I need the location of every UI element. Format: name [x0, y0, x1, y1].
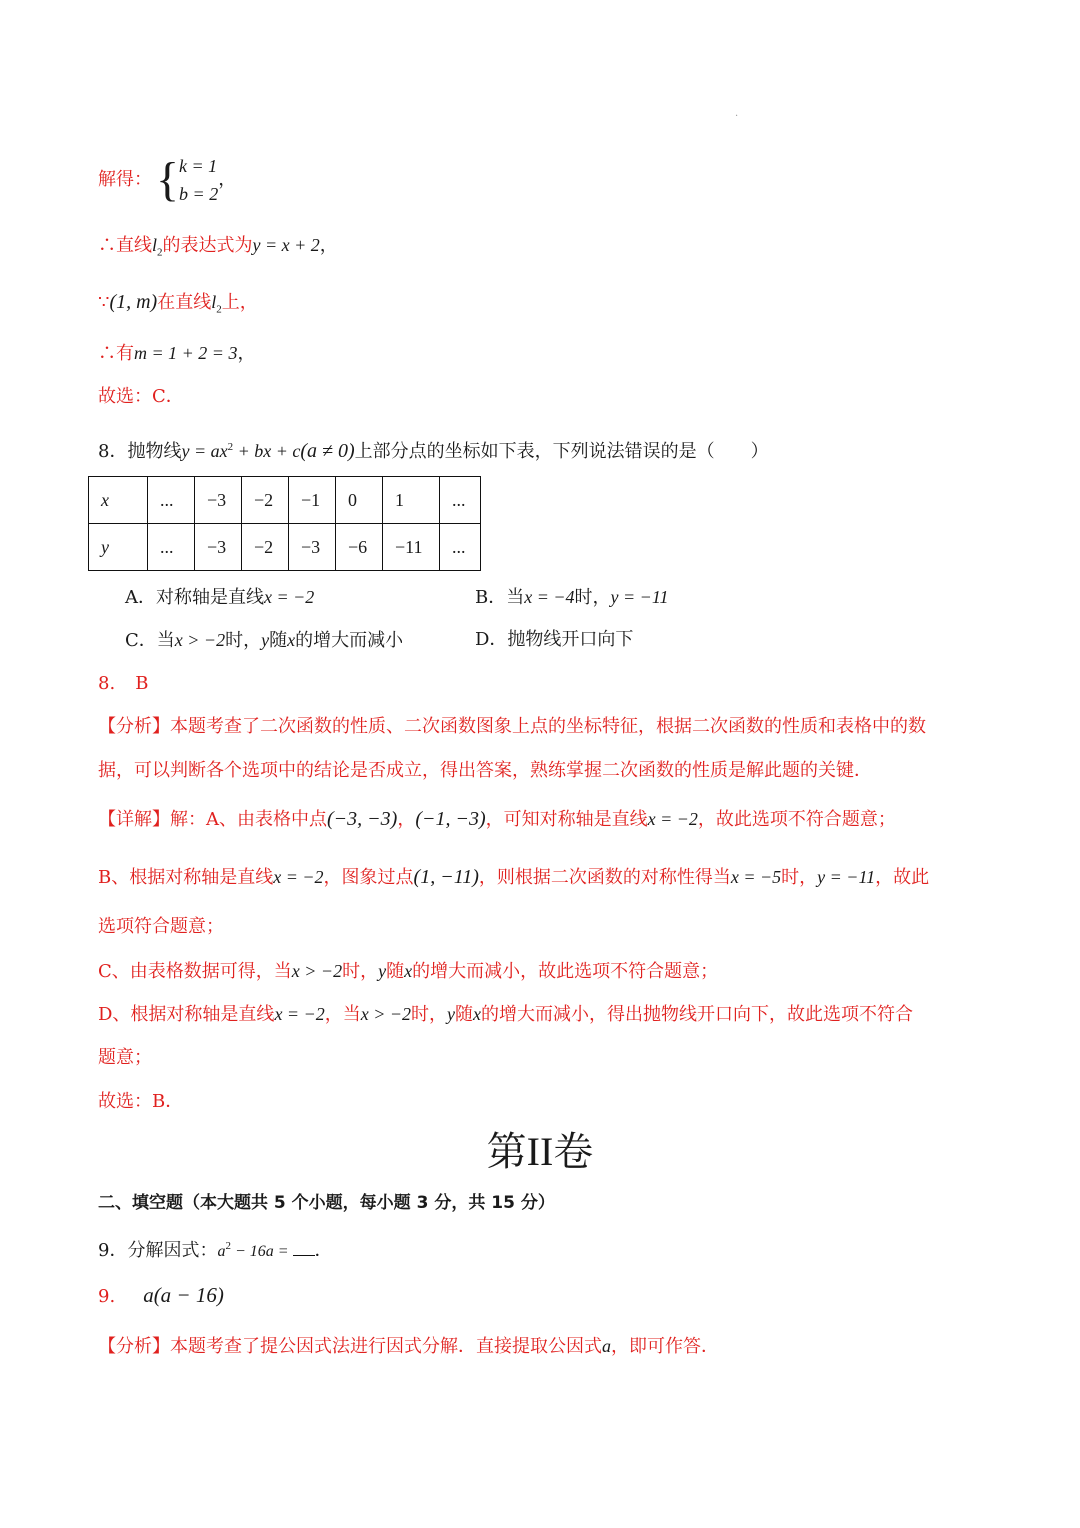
text: ，当 [324, 1004, 361, 1025]
text: 的增大而减小，故此选项不符合题意； [412, 961, 719, 982]
text: ，可知对称轴是直线 [485, 809, 648, 830]
system-row-1: k = 1 [179, 156, 218, 176]
text: 9．分解因式： [98, 1240, 218, 1261]
answer-value: a(a − 16) [143, 1283, 224, 1307]
text: ， [319, 235, 338, 256]
table-row-y [89, 524, 481, 571]
system-tail: ， [218, 169, 237, 190]
table-cell: 0 [336, 477, 383, 524]
q8-stem [98, 434, 769, 465]
math: − 16a = [230, 1243, 293, 1260]
q8-answer [98, 671, 148, 697]
q9-stem [98, 1233, 333, 1265]
text: 在直线 [157, 292, 212, 313]
text: 随 [269, 630, 288, 651]
q9-answer [98, 1282, 224, 1310]
text: 的表达式为 [162, 235, 253, 256]
text: 的增大而减小 [295, 630, 404, 651]
text: 时， [781, 867, 818, 888]
text: ，则根据二次函数的对称性得当 [478, 867, 731, 888]
table-cell: −3 [195, 524, 242, 571]
math-sup: 2 [225, 1240, 231, 1252]
math: a [217, 1243, 226, 1260]
text: 8．抛物线 [98, 441, 182, 462]
text: 随 [455, 1004, 474, 1025]
values-table [88, 476, 481, 571]
solve-label: 解得： [98, 169, 152, 190]
text: A．对称轴是直线 [125, 587, 264, 608]
math: x > −2 [360, 1004, 412, 1024]
text: C、由表格数据可得，当 [98, 961, 292, 982]
analysis-tag: 【分析】 [98, 1336, 170, 1357]
table-cell: ... [148, 524, 195, 571]
math: x = −2 [264, 587, 315, 607]
text: ，故此选项不符合题意； [697, 809, 896, 830]
text: 时， [225, 630, 262, 651]
math: l [211, 292, 217, 312]
system-row-2: b = 2 [179, 184, 219, 204]
math: l [152, 235, 158, 255]
math: y [378, 961, 387, 981]
section-heading: 二、填空题（本大题共 5 个小题，每小题 3 分，共 15 分） [98, 1193, 555, 1213]
math: x = −2 [273, 867, 324, 887]
math: x = −2 [274, 1004, 325, 1024]
math: (1, −11) [413, 866, 479, 888]
table-cell: −1 [289, 477, 336, 524]
math-sup: 2 [227, 441, 234, 453]
q8-detail-d-cont: 题意； [98, 1047, 152, 1068]
option-a [125, 584, 314, 611]
text: 随 [386, 961, 405, 982]
math: x [404, 961, 413, 981]
math: y [261, 630, 270, 650]
text: C．当 [125, 630, 175, 651]
math-sub: 2 [216, 303, 222, 316]
text: 时， [574, 587, 611, 608]
table-cell: y [89, 524, 148, 571]
text: ，故此 [875, 867, 930, 888]
math: x = −2 [647, 809, 698, 829]
table-cell: −3 [195, 477, 242, 524]
math: + bx + c [233, 441, 301, 461]
text: B．当 [475, 587, 525, 608]
math: x > −2 [174, 630, 226, 650]
math: (1, m) [109, 291, 158, 313]
math: y = x + 2 [252, 235, 320, 255]
line-point-on-line [98, 289, 258, 323]
q8-detail-b-cont: 选项符合题意； [98, 916, 224, 937]
math: x = −5 [730, 867, 782, 887]
table-cell: −6 [336, 524, 383, 571]
math: y = ax [181, 441, 228, 461]
math: a [602, 1336, 611, 1356]
table-cell: −11 [383, 524, 440, 571]
math: y = −11 [610, 587, 669, 607]
text: 时， [411, 1004, 448, 1025]
text: ∴直线 [98, 235, 152, 256]
math-sub: 2 [157, 246, 163, 259]
table-cell: −3 [289, 524, 336, 571]
table-cell: ... [440, 524, 481, 571]
text: ∴有 [98, 343, 134, 364]
table-cell: −2 [242, 477, 289, 524]
line-expression [98, 232, 338, 266]
q8-detail-c [98, 958, 718, 985]
text: 本题考查了二次函数的性质、二次函数图象上点的坐标特征，根据二次函数的性质和表格中的数 [170, 716, 926, 737]
q9-analysis [98, 1333, 719, 1360]
text: ， [237, 343, 256, 364]
table-row-x [89, 477, 481, 524]
line-m-value [98, 340, 255, 367]
math: y [447, 1004, 456, 1024]
option-c [125, 627, 403, 654]
math: (a ≠ 0) [300, 440, 355, 462]
q8-detail-d [98, 1001, 913, 1028]
q8-detail-b [98, 864, 929, 891]
solve-line [98, 152, 236, 208]
math: y = −11 [817, 867, 876, 887]
text: 上， [221, 292, 258, 313]
table-cell: ... [148, 477, 195, 524]
q7-conclusion: 故选：C． [98, 386, 184, 407]
section-title: 第II卷 [486, 1129, 594, 1174]
text: ， [397, 809, 416, 830]
text: ． [314, 1240, 333, 1261]
q8-analysis-1 [98, 714, 926, 740]
answer-number: 9. [98, 1286, 116, 1307]
analysis-tag: 【分析】 [98, 716, 170, 737]
q8-detail-a [98, 806, 896, 833]
table-cell: 1 [383, 477, 440, 524]
option-d: D．抛物线开口向下 [475, 629, 634, 650]
math: x [287, 630, 296, 650]
math: x = −4 [524, 587, 575, 607]
text: ，图象过点 [323, 867, 414, 888]
table-cell: x [89, 477, 148, 524]
q8-conclusion: 故选：B． [98, 1091, 184, 1112]
text: 上部分点的坐标如下表，下列说法错误的是（ ） [354, 441, 769, 462]
text: 本题考查了提公因式法进行因式分解．直接提取公因式 [170, 1336, 602, 1357]
equation-system: { k = 1 b = 2 [156, 153, 219, 206]
detail-tag: 【详解】 [98, 809, 170, 830]
answer-value: B [135, 673, 149, 694]
text: 解：A、由表格中点 [170, 809, 327, 830]
math: m = 1 + 2 = 3 [134, 343, 238, 363]
math: x > −2 [291, 961, 343, 981]
math: x [473, 1004, 482, 1024]
corner-mark: . [735, 108, 739, 119]
option-b [475, 584, 668, 611]
text: ，即可作答． [611, 1336, 719, 1357]
because-symbol: ∵ [98, 292, 110, 313]
q8-analysis-2: 据，可以判断各个选项中的结论是否成立，得出答案，熟练掌握二次函数的性质是解此题的关键． [98, 760, 872, 781]
text: D、根据对称轴是直线 [98, 1004, 275, 1025]
answer-number: 8. [98, 673, 116, 694]
text: B、根据对称轴是直线 [98, 867, 274, 888]
table-cell: ... [440, 477, 481, 524]
math: (−3, −3) [327, 808, 398, 830]
table-cell: −2 [242, 524, 289, 571]
math: (−1, −3) [415, 808, 486, 830]
text: 的增大而减小，得出抛物线开口向下，故此选项不符合 [481, 1004, 914, 1025]
text: 时， [342, 961, 379, 982]
answer-blank [293, 1241, 315, 1256]
